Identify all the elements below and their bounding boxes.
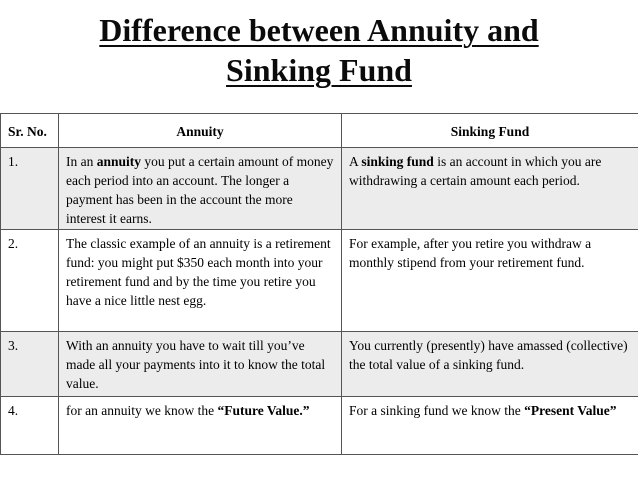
cell-annuity xyxy=(59,397,342,455)
table-row xyxy=(1,230,638,332)
cell-text: The classic example of an annuity is a retirement fund: you might put $350 each month into your retirement fund and by the time you retire you have a nice little nest egg. xyxy=(66,236,331,308)
cell-sinking-fund xyxy=(342,230,638,332)
cell-text: for an annuity we know the xyxy=(66,403,218,418)
table-row xyxy=(1,332,638,397)
cell-sr: 2. xyxy=(1,230,59,332)
cell-sr: 3. xyxy=(1,332,59,397)
cell-text: For example, after you retire you withdraw a monthly stipend from your retirement fund. xyxy=(349,236,592,270)
table-row xyxy=(1,397,638,455)
cell-text: is an account in which you are withdrawing a certain amount each period. xyxy=(349,154,602,188)
cell-text: A xyxy=(349,154,362,169)
page-title xyxy=(0,10,638,90)
title-line-1: Difference between Annuity and xyxy=(99,12,539,48)
cell-text: You currently (presently) have amassed (collective) the total value of a sinking fund. xyxy=(349,338,628,372)
cell-sinking-fund xyxy=(342,332,638,397)
cell-sr: 1. xyxy=(1,148,59,230)
cell-annuity xyxy=(59,332,342,397)
cell-sinking-fund xyxy=(342,397,638,455)
cell-text: In an xyxy=(66,154,97,169)
header-sinking-fund: Sinking Fund xyxy=(342,114,638,148)
cell-bold-text: “Future Value.” xyxy=(217,403,310,418)
cell-sr: 4. xyxy=(1,397,59,455)
cell-bold-text: “Present Value” xyxy=(524,403,617,418)
cell-annuity xyxy=(59,230,342,332)
cell-annuity xyxy=(59,148,342,230)
cell-bold-text: annuity xyxy=(96,154,142,169)
comparison-table xyxy=(0,113,638,455)
table-row xyxy=(1,148,638,230)
title-line-2: Sinking Fund xyxy=(226,52,412,88)
header-annuity: Annuity xyxy=(59,114,342,148)
cell-text: With an annuity you have to wait till you’ve made all your payments into it to know the total value. xyxy=(66,338,326,391)
cell-text: For a sinking fund we know the xyxy=(349,403,525,418)
cell-sinking-fund xyxy=(342,148,638,230)
cell-bold-text: sinking fund xyxy=(361,154,434,169)
table-header-row xyxy=(1,114,638,148)
cell-text: you put a certain amount of money each period into an account. The longer a payment has been in the account the more interest it earns. xyxy=(66,154,334,226)
header-sr-no: Sr. No. xyxy=(1,114,59,148)
